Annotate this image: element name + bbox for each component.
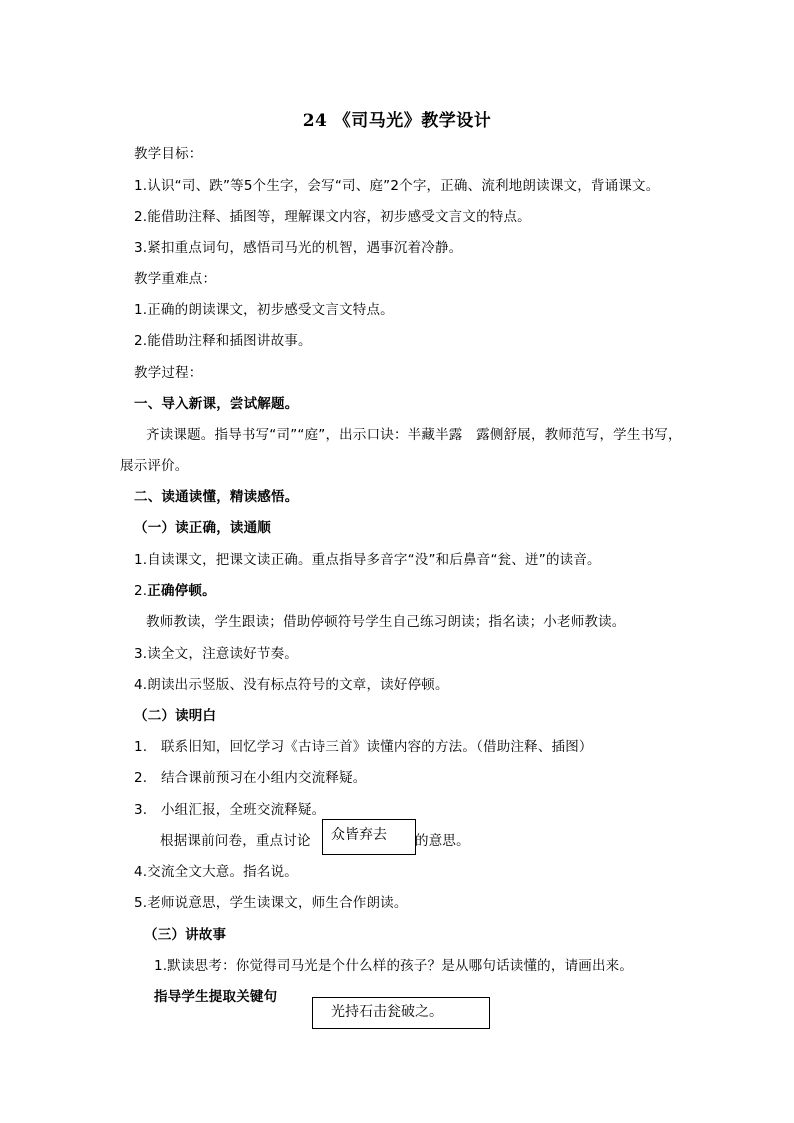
part3-heading: （三）讲故事 — [144, 927, 227, 943]
process-heading: 教学过程： — [134, 365, 203, 381]
key-points-heading: 教学重难点： — [134, 271, 217, 287]
part2-item: 4.交流全文大意。指名说。 — [134, 864, 298, 880]
key-sentence-text: 光持石击瓮破之。 — [331, 1004, 443, 1020]
page-title: 24 《司马光》教学设计 — [302, 111, 492, 131]
part2-item: 2. 结合课前预习在小组内交流释疑。 — [134, 770, 367, 786]
highlight-box-text: 众皆弃去 — [331, 827, 387, 843]
part1-item-detail: 教师教读，学生跟读；借助停顿符号学生自己练习朗读；指名读；小老师教读。 — [146, 614, 626, 630]
part1-item — [134, 582, 216, 600]
part2-item: 5.老师说意思，学生读课文，师生合作朗读。 — [134, 895, 408, 911]
item-number: 2. — [134, 583, 148, 599]
part2-item: 3. 小组汇报，全班交流释疑。 — [134, 802, 326, 818]
part1-heading: （一）读正确，读通顺 — [134, 520, 271, 536]
guide-label: 指导学生提取关键句 — [154, 989, 278, 1005]
highlight-box — [322, 819, 416, 855]
part2-item-detail-before: 根据课前问卷，重点讨论 — [160, 833, 311, 849]
part1-item: 1.自读课文，把课文读正确。重点指导多音字“没”和后鼻音“瓮、迸”的读音。 — [134, 552, 601, 568]
item-bold-text: 正确停顿。 — [147, 583, 216, 599]
section1-text-cont: 展示评价。 — [120, 458, 189, 474]
objective-item: 3.紧扣重点词句，感悟司马光的机智，遇事沉着冷静。 — [134, 240, 463, 256]
objective-item: 2.能借助注释、插图等，理解课文内容，初步感受文言文的特点。 — [134, 209, 531, 225]
key-sentence-box — [312, 997, 490, 1029]
part1-item: 3.读全文，注意读好节奏。 — [134, 646, 298, 662]
part1-item: 4.朗读出示竖版、没有标点符号的文章，读好停顿。 — [134, 677, 449, 693]
objective-item: 1.认识“司、跌”等5个生字，会写“司、庭”2个字，正确、流利地朗读课文，背诵课文。 — [134, 178, 660, 194]
part2-item: 1. 联系旧知，回忆学习《古诗三首》读懂内容的方法。（借助注释、插图） — [134, 739, 593, 755]
key-point-item: 2.能借助注释和插图讲故事。 — [134, 333, 312, 349]
section1-text: 齐读课题。指导书写“司”“庭”，出示口诀：半藏半露 露侧舒展，教师范写，学生书写， — [146, 427, 682, 443]
section2-heading: 二、读通读懂，精读感悟。 — [134, 489, 299, 505]
section1-heading: 一、导入新课，尝试解题。 — [134, 396, 299, 412]
objectives-heading: 教学目标： — [134, 146, 203, 162]
part3-item: 1.默读思考：你觉得司马光是个什么样的孩子？是从哪句话读懂的，请画出来。 — [154, 958, 634, 974]
key-point-item: 1.正确的朗读课文，初步感受文言文特点。 — [134, 302, 394, 318]
part2-heading: （二）读明白 — [134, 708, 217, 724]
part2-item-detail-after: 的意思。 — [415, 833, 470, 849]
